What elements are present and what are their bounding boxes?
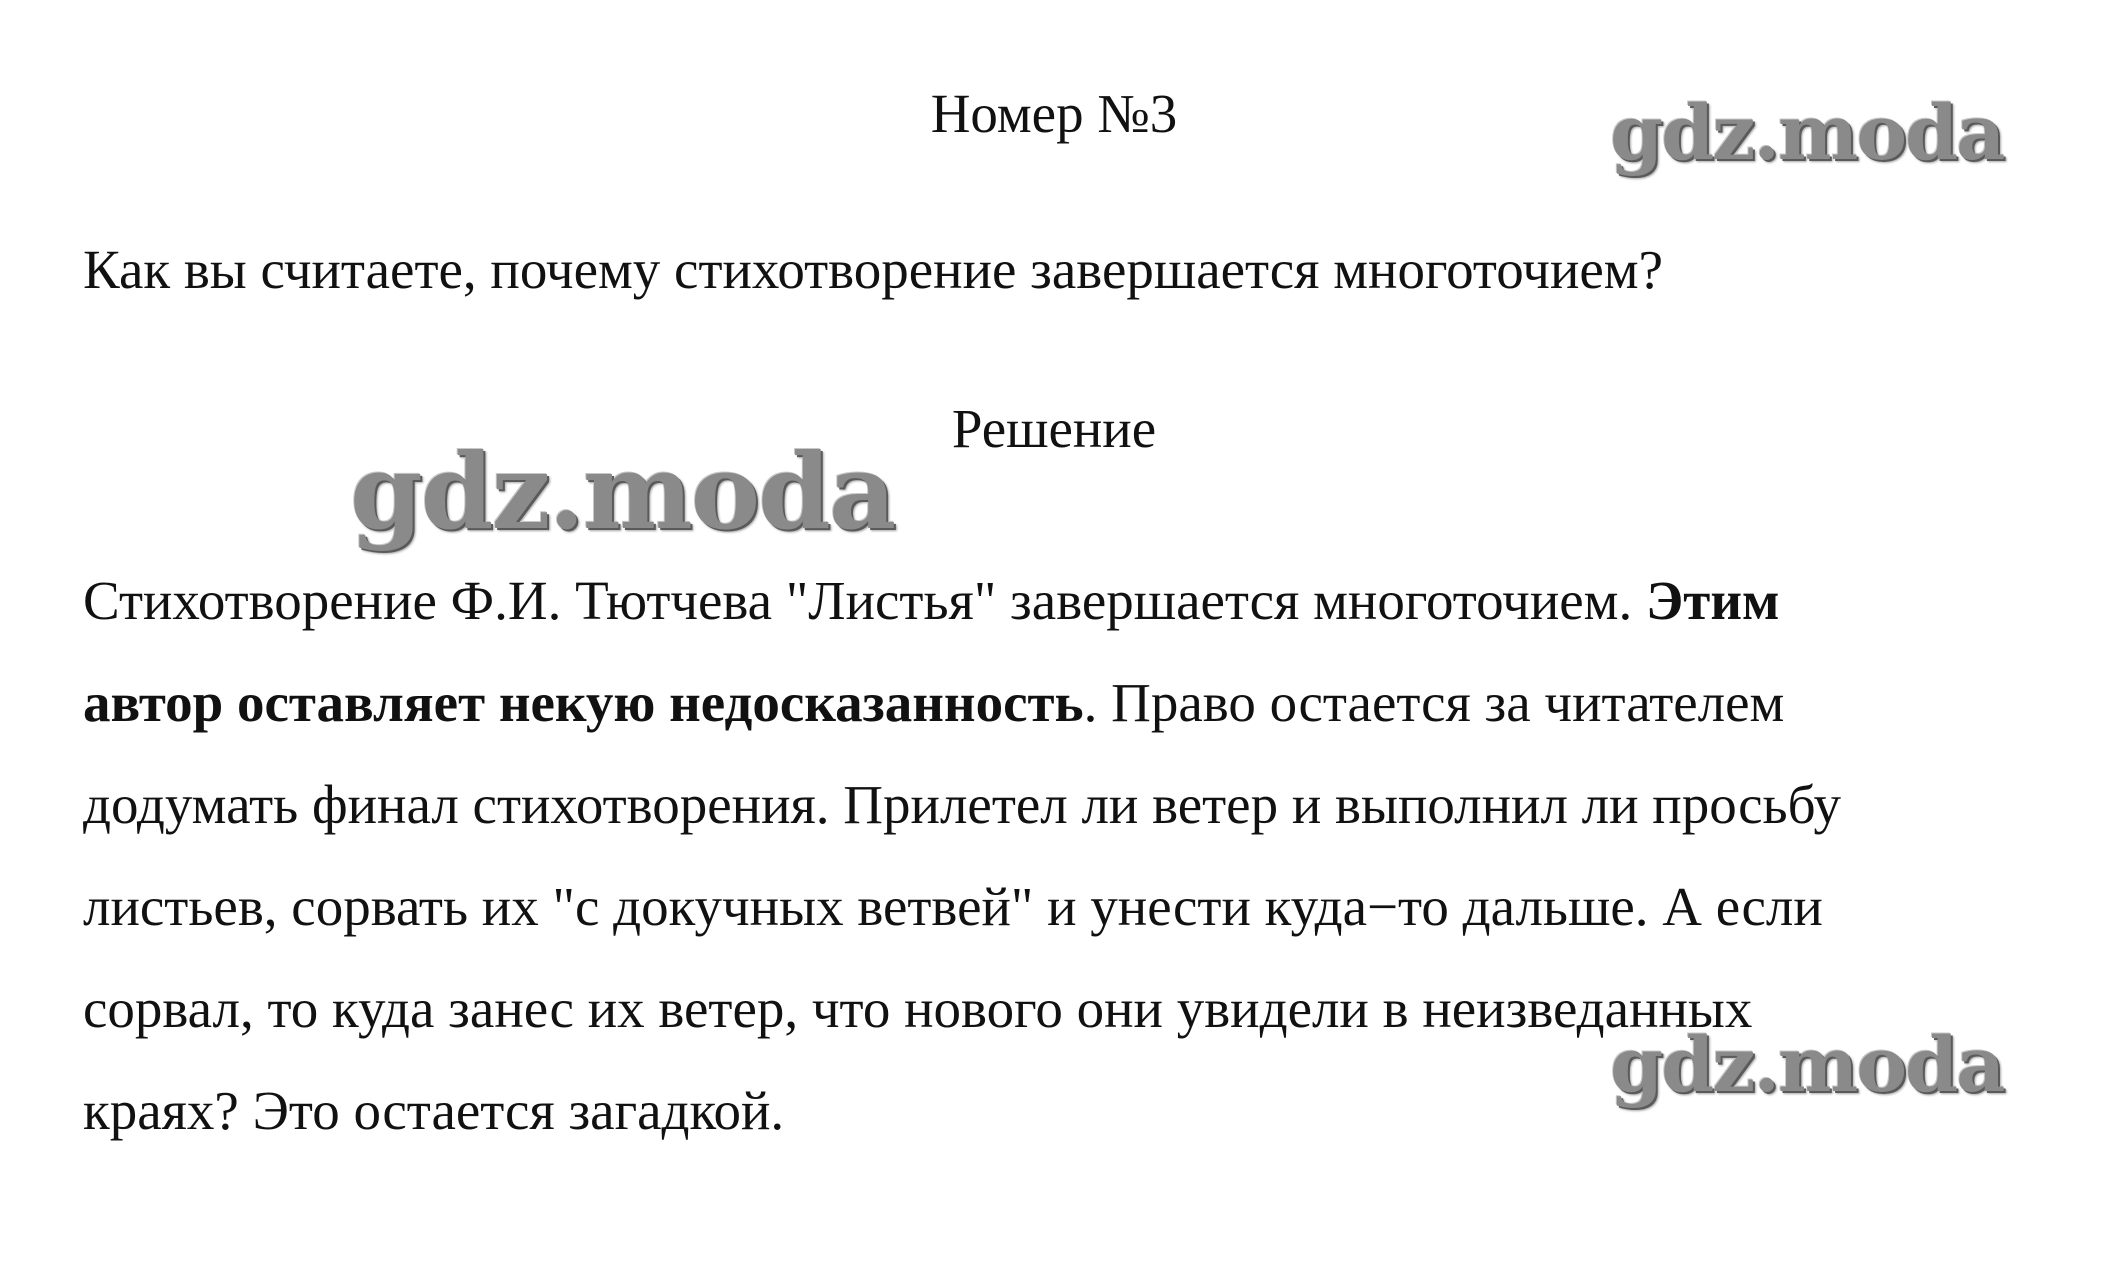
answer-text: Стихотворение Ф.И. Тютчева "Листья" завершается многоточием. [83, 570, 1646, 631]
answer-line: додумать финал стихотворения. Прилетел ли ветер и выполнил ли просьбу [83, 774, 1841, 835]
question-text: Как вы считаете, почему стихотворение завершается многоточием? [83, 239, 1664, 300]
answer-bold-text: автор оставляет некую недосказанность [83, 672, 1084, 733]
answer-line [83, 550, 2043, 652]
watermark-logo-middle: gdz.moda [350, 430, 895, 553]
watermark-logo-bottom: gdz.moda [1610, 1020, 2004, 1109]
answer-bold-text: Этим [1646, 570, 1780, 631]
answer-line: сорвал, то куда занес их ветер, что нового они увидели в неизведанных [83, 978, 1753, 1039]
watermark-logo-top: gdz.moda [1610, 88, 2004, 177]
page-title: Номер №3 [930, 83, 1178, 144]
answer-line: листьев, сорвать их "с докучных ветвей" и унести куда−то дальше. А если [83, 876, 1823, 937]
answer-line: краях? Это остается загадкой. [83, 1080, 785, 1141]
answer-line [83, 652, 2043, 754]
answer-text: . Право остается за читателем [1083, 672, 1785, 733]
solution-heading: Решение [951, 398, 1157, 459]
